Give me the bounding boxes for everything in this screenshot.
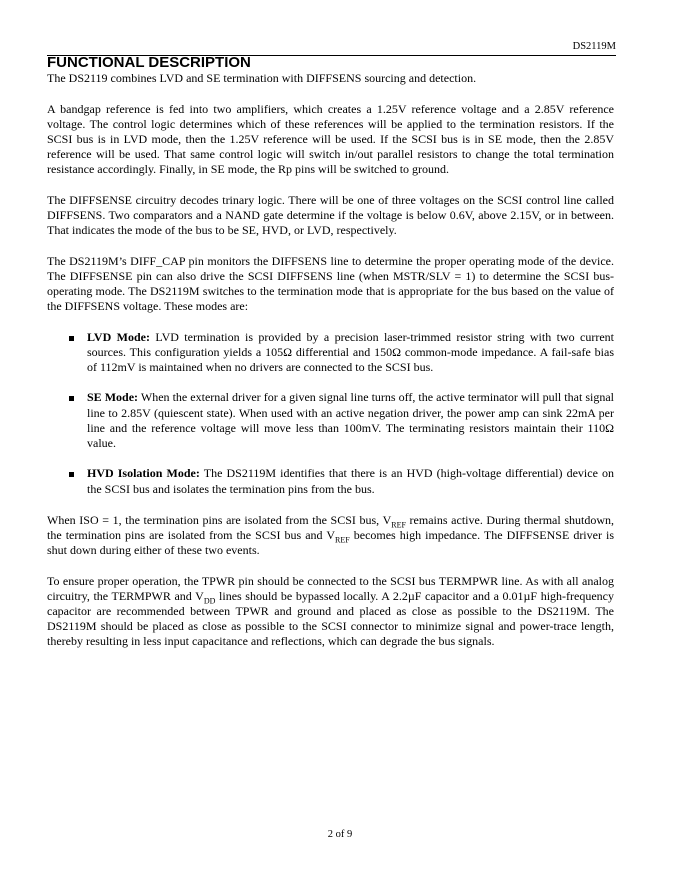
diff-cap-paragraph: The DS2119M’s DIFF_CAP pin monitors the DIFFSENS line to determine the proper operating mode of the device. The DIFFSENSE pin can also drive the SCSI DIFFSENS line (when MSTR/SLV = 1) to determine the SCSI bus-operating mode. The DS2119M switches to the termination mode that is appropriate for the bus based on the value of the DIFFSENS voltage. These modes are: [47,253,614,314]
list-item [47,390,614,451]
list-item [47,330,614,376]
bullet-icon [69,472,74,477]
body-content [47,71,614,665]
mode-text: The DS2119M identifies that there is an HVD (high-voltage differential) device on the SCSI bus and isolates the termination pins from the bus. [87,466,614,496]
bullet-icon [69,336,74,341]
text-run: To ensure proper operation, the TPWR pin should be connected to the SCSI bus TERMPWR line. As with all analog circuitry, the TERMPWR and V [47,573,614,603]
subscript: DD [203,596,216,606]
mode-text: When the external driver for a given signal line turns off, the active terminator will pull that signal line to 2.85V (quiescent state). When used with an active negation driver, the power amp can sink 22mA per line and the reference voltage will move less than 100mV. The terminating resistors maintain their 110Ω value. [87,390,615,450]
list-item [47,466,614,496]
subscript: REF [335,535,350,545]
text-run: becomes high impedance. The DIFFSENSE driver is shut down during either of these two events. [47,528,614,558]
document-id: DS2119M [572,41,616,52]
subscript: REF [391,520,406,530]
mode-list [47,330,614,497]
section-title: FUNCTIONAL DESCRIPTION [47,54,251,71]
page-number: 2 of 9 [327,829,353,840]
text-run: remains active. During thermal shutdown, the termination pins are isolated from the SCSI bus and V [47,512,614,542]
diffsense-paragraph: The DIFFSENSE circuitry decodes trinary logic. There will be one of three voltages on the SCSI control line called DIFFSENS. Two comparators and a NAND gate determine if the voltage is below 0.6V, above 2.15V, or in between. That indicates the mode of the bus to be SE, HVD, or LVD, respectively. [47,192,614,238]
bullet-icon [69,396,74,401]
bandgap-paragraph: A bandgap reference is fed into two amplifiers, which creates a 1.25V reference voltage and a 2.85V reference voltage. The control logic determines which of these references will be applied to the termination resistors. If the SCSI bus is in LVD mode, then the 1.25V reference will be used. If the SCSI bus is in SE mode, then the 2.85V reference will be used. That same control logic will switch in/out parallel resistors to change the total termination resistance accordingly. Finally, in SE mode, the Rp pins will be switched to ground. [47,101,614,177]
mode-text: LVD termination is provided by a precision laser-trimmed resistor string with two current sources. This configuration yields a 105Ω differential and 150Ω common-mode impedance. A fail-safe bias of 112mV is maintained when no drivers are connected to the SCSI bus. [87,329,614,374]
mode-label: SE Mode: [87,390,139,405]
intro-paragraph: The DS2119 combines LVD and SE termination with DIFFSENS sourcing and detection. [47,71,477,85]
mode-label: HVD Isolation Mode: [87,466,200,481]
text-run: lines should be bypassed locally. A 2.2µF capacitor and a 0.01µF high-frequency capacitor are recommended between TPWR and ground and placed as close as possible to the DS2119M. The DS2119M should be placed as close as possible to the SCSI connector to minimize signal and power-trace length, thereby resulting in less input capacitance and reflections, which can degrade the bus signals. [47,588,614,649]
mode-label: LVD Mode: [87,329,150,344]
operation-paragraph [47,574,614,650]
text-run: When ISO = 1, the termination pins are isolated from the SCSI bus, V [47,512,392,527]
isolation-paragraph [47,513,614,559]
